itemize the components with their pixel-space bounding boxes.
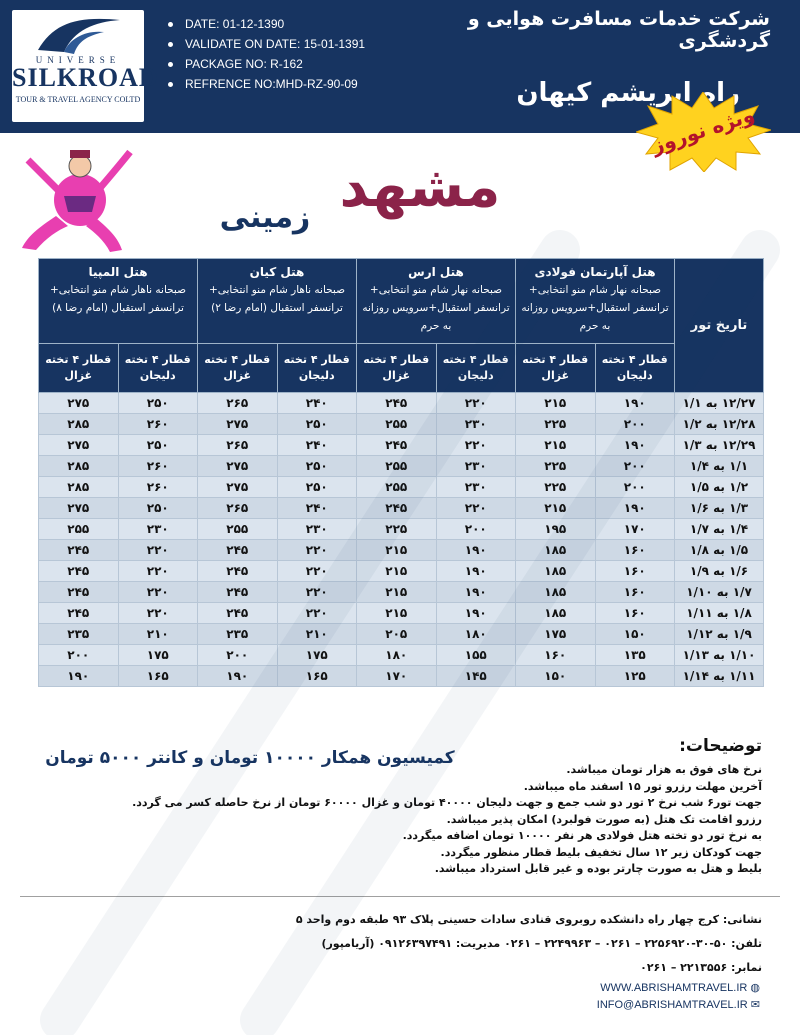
price-cell: ۲۴۵ bbox=[357, 435, 437, 456]
price-cell: ۲۶۵ bbox=[198, 435, 278, 456]
price-cell: ۲۰۰ bbox=[595, 456, 675, 477]
tour-date-cell: ۱/۱۰ به ۱/۱۳ bbox=[675, 645, 764, 666]
price-cell: ۲۶۵ bbox=[198, 498, 278, 519]
price-cell: ۲۳۰ bbox=[436, 414, 516, 435]
price-cell: ۲۴۵ bbox=[198, 540, 278, 561]
tour-date-cell: ۱/۳ به ۱/۶ bbox=[675, 498, 764, 519]
price-cell: ۱۸۵ bbox=[516, 540, 596, 561]
commission-text: کمیسیون همکار ۱۰۰۰۰ تومان و کانتر ۵۰۰۰ تومان bbox=[45, 748, 455, 768]
table-row bbox=[39, 582, 764, 603]
price-cell: ۱۶۰ bbox=[595, 582, 675, 603]
phone-text: تلفن: ۵۰-۳۰-۲۲۵۶۹۲۰ – ۰۲۶۱ – ۲۲۴۹۹۶۳ – ۰۲۶۱ مدیریت: ۰۹۱۲۶۳۹۷۴۹۱ (آریامپور) bbox=[321, 937, 762, 950]
price-cell: ۱۶۰ bbox=[595, 603, 675, 624]
price-cell: ۲۴۵ bbox=[198, 582, 278, 603]
price-cell: ۲۵۰ bbox=[118, 435, 198, 456]
hotel-header-olympia: هتل المپیا صبحانه ناهار شام منو انتخابی+ ترانسفر استقبال (امام رضا ۸) bbox=[39, 259, 198, 344]
price-cell: ۲۰۵ bbox=[357, 624, 437, 645]
price-cell: ۲۴۰ bbox=[277, 393, 357, 414]
bullet-dot-icon bbox=[168, 42, 173, 47]
price-cell: ۱۷۰ bbox=[357, 666, 437, 687]
price-cell: ۲۱۵ bbox=[357, 540, 437, 561]
price-cell: ۱۹۰ bbox=[436, 582, 516, 603]
price-cell: ۲۲۰ bbox=[118, 603, 198, 624]
price-cell: ۲۰۰ bbox=[39, 645, 119, 666]
tour-date-cell: ۱۲/۲۹ به ۱/۳ bbox=[675, 435, 764, 456]
price-cell: ۲۶۰ bbox=[118, 456, 198, 477]
price-cell: ۲۶۰ bbox=[118, 414, 198, 435]
price-cell: ۲۰۰ bbox=[198, 645, 278, 666]
subheader-ghazal: قطار ۴ تخته غزال bbox=[516, 344, 596, 393]
price-cell: ۱۹۰ bbox=[595, 393, 675, 414]
tour-date-cell: ۱/۴ به ۱/۷ bbox=[675, 519, 764, 540]
price-cell: ۱۶۰ bbox=[595, 540, 675, 561]
price-cell: ۱۹۵ bbox=[516, 519, 596, 540]
price-cell: ۲۰۰ bbox=[436, 519, 516, 540]
table-row bbox=[39, 603, 764, 624]
table-row bbox=[39, 561, 764, 582]
price-cell: ۲۷۵ bbox=[39, 435, 119, 456]
table-row bbox=[39, 540, 764, 561]
price-cell: ۲۵۰ bbox=[277, 477, 357, 498]
page-title: مشهد bbox=[339, 155, 501, 220]
dancer-illustration-icon bbox=[18, 138, 148, 258]
price-cell: ۲۵۵ bbox=[357, 414, 437, 435]
tour-date-cell: ۱/۹ به ۱/۱۲ bbox=[675, 624, 764, 645]
price-cell: ۲۴۵ bbox=[39, 561, 119, 582]
tour-date-cell: ۱/۶ به ۱/۹ bbox=[675, 561, 764, 582]
package-info bbox=[168, 14, 365, 94]
info-package: PACKAGE NO: R-162 bbox=[185, 57, 303, 71]
table-row bbox=[39, 456, 764, 477]
table-row bbox=[39, 435, 764, 456]
subheader-delijan: قطار ۴ تخته دلیجان bbox=[595, 344, 675, 393]
nowruz-badge: ویژه نوروز bbox=[648, 102, 758, 158]
bullet-dot-icon bbox=[168, 22, 173, 27]
price-cell: ۱۷۰ bbox=[595, 519, 675, 540]
price-cell: ۲۴۵ bbox=[198, 561, 278, 582]
notes-heading: توضیحات: bbox=[679, 736, 762, 756]
price-cell: ۱۹۰ bbox=[436, 561, 516, 582]
table-row bbox=[39, 624, 764, 645]
notes-list bbox=[22, 762, 762, 878]
bullet-dot-icon bbox=[168, 62, 173, 67]
price-cell: ۲۳۵ bbox=[198, 624, 278, 645]
price-cell: ۲۴۵ bbox=[357, 393, 437, 414]
tour-date-cell: ۱/۸ به ۱/۱۱ bbox=[675, 603, 764, 624]
price-cell: ۲۱۵ bbox=[357, 561, 437, 582]
tour-date-cell: ۱/۱۱ به ۱/۱۴ bbox=[675, 666, 764, 687]
price-cell: ۱۶۵ bbox=[118, 666, 198, 687]
price-table bbox=[38, 258, 764, 687]
price-cell: ۲۴۰ bbox=[277, 498, 357, 519]
subheader-delijan: قطار ۴ تخته دلیجان bbox=[436, 344, 516, 393]
subheader-ghazal: قطار ۴ تخته غزال bbox=[198, 344, 278, 393]
bullet-dot-icon bbox=[168, 82, 173, 87]
price-cell: ۱۸۰ bbox=[436, 624, 516, 645]
price-cell: ۲۲۰ bbox=[277, 540, 357, 561]
table-row bbox=[39, 477, 764, 498]
price-cell: ۲۲۵ bbox=[516, 456, 596, 477]
note-line: جهت تور۶ شب نرخ ۲ تور دو شب جمع و جهت دلیجان ۴۰۰۰۰ تومان و غزال ۶۰۰۰۰ تومان از نرخ حاصله کسر می گردد. bbox=[132, 796, 762, 809]
price-cell: ۲۷۵ bbox=[198, 414, 278, 435]
price-cell: ۲۲۵ bbox=[516, 414, 596, 435]
price-cell: ۲۵۰ bbox=[118, 498, 198, 519]
tour-date-cell: ۱۲/۲۸ به ۱/۲ bbox=[675, 414, 764, 435]
price-cell: ۲۷۵ bbox=[39, 498, 119, 519]
price-cell: ۲۲۰ bbox=[436, 498, 516, 519]
tour-date-cell: ۱/۲ به ۱/۵ bbox=[675, 477, 764, 498]
table-row bbox=[39, 666, 764, 687]
note-line: آخرین مهلت رزرو تور ۱۵ اسفند ماه میباشد. bbox=[523, 779, 762, 793]
globe-icon: ◍ bbox=[750, 982, 760, 994]
price-cell: ۲۵۵ bbox=[357, 456, 437, 477]
price-cell: ۲۵۵ bbox=[39, 519, 119, 540]
price-cell: ۲۶۰ bbox=[118, 477, 198, 498]
table-row bbox=[39, 393, 764, 414]
price-cell: ۲۴۰ bbox=[277, 435, 357, 456]
price-cell: ۲۱۵ bbox=[516, 498, 596, 519]
price-cell: ۲۴۵ bbox=[198, 603, 278, 624]
fax-text: نمابر: ۲۲۱۳۵۵۶ – ۰۲۶۱ bbox=[640, 961, 762, 974]
price-cell: ۲۶۵ bbox=[198, 393, 278, 414]
table-row bbox=[39, 498, 764, 519]
table-row bbox=[39, 519, 764, 540]
note-line: به نرخ تور دو تخته هتل فولادی هر نفر ۱۰۰۰۰ تومان اضافه میگردد. bbox=[402, 829, 762, 842]
price-cell: ۲۳۰ bbox=[436, 477, 516, 498]
price-cell: ۲۵۰ bbox=[118, 393, 198, 414]
price-cell: ۲۰۰ bbox=[595, 414, 675, 435]
price-cell: ۱۶۰ bbox=[516, 645, 596, 666]
price-cell: ۱۷۵ bbox=[118, 645, 198, 666]
subheader-ghazal: قطار ۴ تخته غزال bbox=[39, 344, 119, 393]
price-cell: ۱۷۵ bbox=[516, 624, 596, 645]
hotel-header-foladi: هتل آپارتمان فولادی صبحانه نهار شام منو انتخابی+ ترانسفر استقبال+سرویس روزانه به حرم bbox=[516, 259, 675, 344]
company-brand: راه ابریشم کیهان bbox=[516, 78, 740, 108]
price-cell: ۲۲۰ bbox=[436, 393, 516, 414]
price-cell: ۱۹۰ bbox=[436, 540, 516, 561]
price-cell: ۲۴۵ bbox=[39, 603, 119, 624]
price-cell: ۲۲۰ bbox=[118, 561, 198, 582]
info-date: DATE: 01-12-1390 bbox=[185, 17, 285, 31]
price-cell: ۱۴۵ bbox=[436, 666, 516, 687]
price-cell: ۲۸۵ bbox=[39, 414, 119, 435]
price-cell: ۲۴۵ bbox=[39, 582, 119, 603]
price-cell: ۱۲۵ bbox=[595, 666, 675, 687]
price-cell: ۲۵۵ bbox=[357, 477, 437, 498]
price-cell: ۲۲۰ bbox=[118, 582, 198, 603]
price-cell: ۲۰۰ bbox=[595, 477, 675, 498]
table-row bbox=[39, 414, 764, 435]
price-cell: ۱۷۵ bbox=[277, 645, 357, 666]
page-subtitle: زمینی bbox=[219, 200, 311, 235]
price-cell: ۱۵۰ bbox=[595, 624, 675, 645]
date-column-header: تاریخ تور bbox=[675, 259, 764, 393]
price-cell: ۲۵۰ bbox=[277, 414, 357, 435]
price-cell: ۱۸۵ bbox=[516, 582, 596, 603]
price-cell: ۲۱۰ bbox=[277, 624, 357, 645]
subheader-ghazal: قطار ۴ تخته غزال bbox=[357, 344, 437, 393]
price-cell: ۱۸۵ bbox=[516, 603, 596, 624]
note-line: بلیط و هتل به صورت چارتر بوده و غیر قابل استرداد میباشد. bbox=[434, 862, 762, 875]
price-cell: ۲۳۰ bbox=[118, 519, 198, 540]
price-cell: ۲۲۰ bbox=[277, 603, 357, 624]
price-cell: ۲۱۰ bbox=[118, 624, 198, 645]
tour-date-cell: ۱/۱ به ۱/۴ bbox=[675, 456, 764, 477]
price-cell: ۲۵۰ bbox=[277, 456, 357, 477]
price-cell: ۲۲۰ bbox=[118, 540, 198, 561]
price-cell: ۱۹۰ bbox=[595, 435, 675, 456]
price-cell: ۲۲۰ bbox=[277, 561, 357, 582]
tour-date-cell: ۱/۵ به ۱/۸ bbox=[675, 540, 764, 561]
price-cell: ۱۹۰ bbox=[198, 666, 278, 687]
tour-date-cell: ۱۲/۲۷ به ۱/۱ bbox=[675, 393, 764, 414]
price-cell: ۲۱۵ bbox=[357, 582, 437, 603]
price-cell: ۱۳۵ bbox=[595, 645, 675, 666]
price-cell: ۲۸۵ bbox=[39, 456, 119, 477]
price-cell: ۲۵۵ bbox=[198, 519, 278, 540]
website-link[interactable]: WWW.ABRISHAMTRAVEL.IR bbox=[600, 982, 748, 994]
mail-icon: ✉ bbox=[750, 999, 760, 1011]
logo-silkroad-text: SILKROAD bbox=[12, 63, 159, 92]
hotel-header-kian: هتل کیان صبحانه ناهار شام منو انتخابی+ ترانسفر استقبال (امام رضا ۲) bbox=[198, 259, 357, 344]
price-cell: ۲۷۵ bbox=[198, 477, 278, 498]
price-cell: ۲۱۵ bbox=[516, 393, 596, 414]
price-table-body bbox=[39, 393, 764, 687]
info-validate: VALIDATE ON DATE: 15-01-1391 bbox=[185, 37, 366, 51]
contact-info bbox=[62, 908, 762, 980]
bird-logo-icon bbox=[34, 12, 124, 56]
price-cell: ۲۱۵ bbox=[516, 435, 596, 456]
web-contact bbox=[530, 980, 760, 1014]
tour-date-cell: ۱/۷ به ۱/۱۰ bbox=[675, 582, 764, 603]
note-line: نرخ های فوق به هزار تومان میباشد. bbox=[566, 763, 762, 776]
price-cell: ۱۹۰ bbox=[436, 603, 516, 624]
price-cell: ۲۲۰ bbox=[277, 582, 357, 603]
address-text: نشانی: کرج چهار راه دانشکده روبروی قنادی سادات حسینی پلاک ۹۳ طبقه دوم واحد ۵ bbox=[295, 913, 762, 926]
hotel-header-aras: هتل ارس صبحانه نهار شام منو انتخابی+ ترانسفر استقبال+سرویس روزانه به حرم bbox=[357, 259, 516, 344]
logo-tagline: TOUR & TRAVEL AGENCY COLTD bbox=[15, 95, 141, 104]
price-cell: ۱۸۵ bbox=[516, 561, 596, 582]
price-cell: ۱۵۵ bbox=[436, 645, 516, 666]
info-reference: REFRENCE NO:MHD-RZ-90-09 bbox=[185, 77, 358, 91]
price-cell: ۱۸۰ bbox=[357, 645, 437, 666]
note-line: رزرو اقامت تک هتل (به صورت فولبرد) امکان پذیر میباشد. bbox=[446, 812, 762, 826]
price-cell: ۲۳۰ bbox=[436, 456, 516, 477]
price-cell: ۲۳۰ bbox=[277, 519, 357, 540]
footer-divider bbox=[20, 896, 780, 897]
price-cell: ۲۷۵ bbox=[198, 456, 278, 477]
price-cell: ۲۴۵ bbox=[39, 540, 119, 561]
price-cell: ۲۸۵ bbox=[39, 477, 119, 498]
price-cell: ۱۶۵ bbox=[277, 666, 357, 687]
price-cell: ۱۹۰ bbox=[595, 498, 675, 519]
company-name: شرکت خدمات مسافرت هوایی و گردشگری bbox=[467, 8, 770, 52]
price-cell: ۲۲۵ bbox=[516, 477, 596, 498]
price-cell: ۲۷۵ bbox=[39, 393, 119, 414]
price-cell: ۲۴۵ bbox=[357, 498, 437, 519]
subheader-delijan: قطار ۴ تخته دلیجان bbox=[118, 344, 198, 393]
price-cell: ۲۳۵ bbox=[39, 624, 119, 645]
price-cell: ۱۶۰ bbox=[595, 561, 675, 582]
table-row bbox=[39, 645, 764, 666]
price-cell: ۲۲۵ bbox=[357, 519, 437, 540]
price-cell: ۱۹۰ bbox=[39, 666, 119, 687]
note-line: جهت کودکان زیر ۱۲ سال تخفیف بلیط قطار منظور میگردد. bbox=[440, 845, 762, 859]
price-cell: ۱۵۰ bbox=[516, 666, 596, 687]
price-cell: ۲۱۵ bbox=[357, 603, 437, 624]
price-cell: ۲۲۰ bbox=[436, 435, 516, 456]
logo-universe-text: UNIVERSE bbox=[35, 55, 121, 65]
email-link[interactable]: INFO@ABRISHAMTRAVEL.IR bbox=[596, 999, 748, 1011]
subheader-delijan: قطار ۴ تخته دلیجان bbox=[277, 344, 357, 393]
